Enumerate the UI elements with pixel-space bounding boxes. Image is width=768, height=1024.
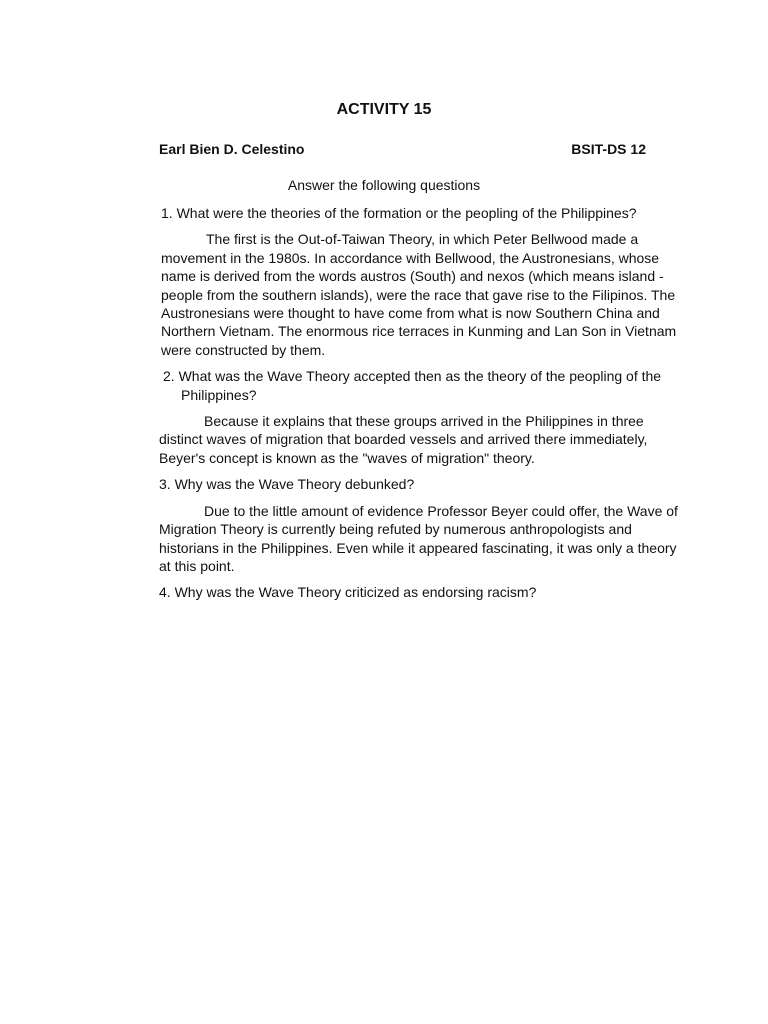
student-header <box>159 141 646 161</box>
answer-1: The first is the Out-of-Taiwan Theory, in which Peter Bellwood made a movement in the 1980s. In accordance with Bellwood, the Austronesians, whose name is derived from the words austros (South) and nexos (which means island - people from the southern islands), were the race that gave rise to the Filipinos. The Austronesians were thought to have come from what is now Southern China and Northern Vietnam. The enormous rice terraces in Kunming and Lan Son in Vietnam were constructed by them. <box>161 231 677 358</box>
question-4: 4. Why was the Wave Theory criticized as endorsing racism? <box>159 584 537 601</box>
document-title: ACTIVITY 15 <box>336 101 432 118</box>
answer-2: Because it explains that these groups arrived in the Philippines in three distinct waves of migration that boarded vessels and arrived there immediately, Beyer's concept is known as the "waves of migration" theory. <box>159 413 648 466</box>
student-name: Earl Bien D. Celestino <box>159 141 305 157</box>
question-3: 3. Why was the Wave Theory debunked? <box>159 476 415 493</box>
question-2: 2. What was the Wave Theory accepted then as the theory of the peopling of the Philippines? <box>163 368 662 403</box>
questions-list <box>159 204 689 610</box>
answer-3: Due to the little amount of evidence Professor Beyer could offer, the Wave of Migration Theory is currently being refuted by numerous anthropologists and historians in the Philippines. Even while it appeared fascinating, it was only a theory at this point. <box>159 502 678 574</box>
student-section: BSIT-DS 12 <box>571 141 646 157</box>
instructions-text: Answer the following questions <box>287 177 481 193</box>
question-1: 1. What were the theories of the formation or the peopling of the Philippines? <box>161 205 637 221</box>
